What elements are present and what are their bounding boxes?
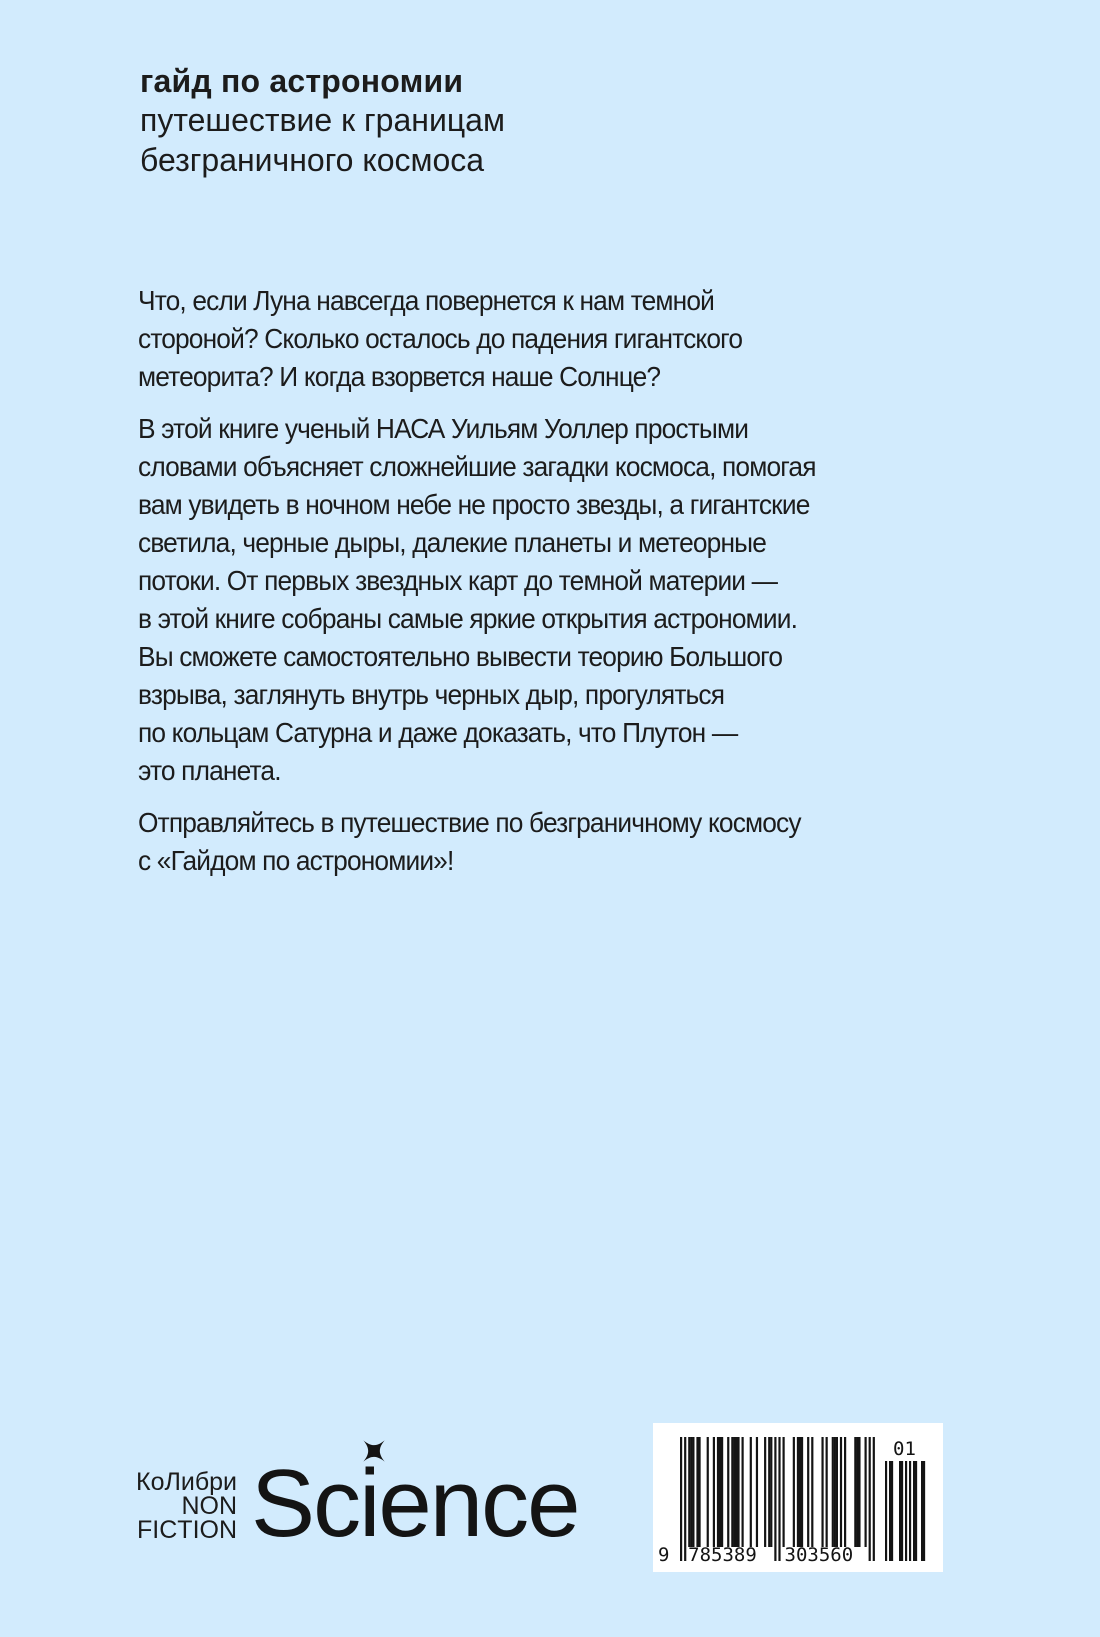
blurb-line: словами объясняет сложнейшие загадки космоса, помогая [138, 451, 816, 482]
imprint-name: КоЛибри [136, 1468, 238, 1496]
blurb-line: стороной? Сколько осталось до падения гигантского [138, 323, 743, 354]
book-subtitle-line-1: путешествие к границам [140, 102, 505, 138]
blurb-line: потоки. От первых звездных карт до темной материи — [138, 565, 778, 596]
blurb-paragraph-3 [138, 804, 909, 880]
blurb-line: взрыва, заглянуть внутрь черных дыр, прогуляться [138, 679, 725, 710]
book-blurb [138, 282, 958, 894]
publisher-logo [136, 1450, 579, 1557]
blurb-line: В этой книге ученый НАСА Уильям Уоллер простыми [138, 413, 749, 444]
blurb-line: по кольцам Сатурна и даже доказать, что Плутон — [138, 717, 738, 748]
isbn-barcode [653, 1423, 943, 1572]
svg-text:9: 9 [658, 1544, 670, 1566]
imprint-line-fiction: FICTION [137, 1516, 238, 1544]
blurb-paragraph-1 [138, 282, 909, 396]
series-name: Science [251, 1450, 579, 1557]
imprint-logo [136, 1470, 237, 1542]
blurb-line: Что, если Луна навсегда повернется к нам темной [138, 285, 714, 316]
blurb-line: с «Гайдом по астрономии»! [138, 845, 454, 876]
svg-text:01: 01 [893, 1438, 916, 1460]
blurb-line: Вы сможете самостоятельно вывести теорию Большого [138, 641, 783, 672]
blurb-line: метеорита? И когда взорвется наше Солнце? [138, 361, 661, 392]
four-point-star-icon [359, 1436, 389, 1466]
blurb-line: это планета. [138, 755, 281, 786]
blurb-paragraph-2 [138, 410, 909, 790]
blurb-line: светила, черные дыры, далекие планеты и метеорные [138, 527, 767, 558]
series-logo [251, 1450, 579, 1557]
blurb-line: вам увидеть в ночном небе не просто звезды, а гигантские [138, 489, 810, 520]
svg-text:785389: 785389 [688, 1544, 757, 1566]
svg-text:303560: 303560 [784, 1544, 854, 1566]
book-header [140, 62, 505, 180]
blurb-line: в этой книге собраны самые яркие открытия астрономии. [138, 603, 798, 634]
barcode-graphic [653, 1423, 943, 1572]
book-subtitle-line-2: безграничного космоса [140, 142, 485, 178]
imprint-line-non: NON [181, 1492, 238, 1520]
blurb-line: Отправляйтесь в путешествие по безграничному космосу [138, 807, 801, 838]
book-title: гайд по астрономии [140, 63, 464, 99]
